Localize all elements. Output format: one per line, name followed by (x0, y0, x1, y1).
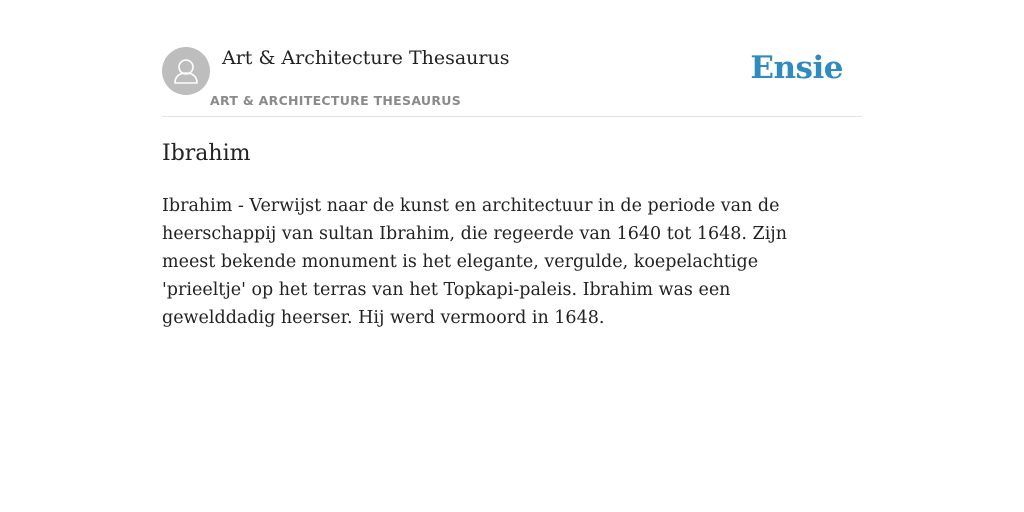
source-title[interactable]: Art & Architecture Thesaurus (222, 47, 510, 69)
user-outline-icon (162, 47, 210, 95)
source-subtitle[interactable]: ART & ARCHITECTURE THESAURUS (210, 93, 462, 108)
brand-logo[interactable]: Ensie (750, 50, 843, 86)
avatar[interactable] (162, 47, 210, 95)
header (162, 46, 862, 117)
entry-title: Ibrahim (162, 141, 251, 166)
entry-body: Ibrahim - Verwijst naar de kunst en architectuur in de periode van de heerschappij van sultan Ibrahim, die regeerde van 1640 tot 1648. Zijn meest bekende monument is het elegante, vergulde, koepelachtige 'prieeltje' op het terras van het Topkapi-paleis. Ibrahim was een gewelddadig heerser. Hij werd vermoord in 1648. (162, 196, 788, 328)
